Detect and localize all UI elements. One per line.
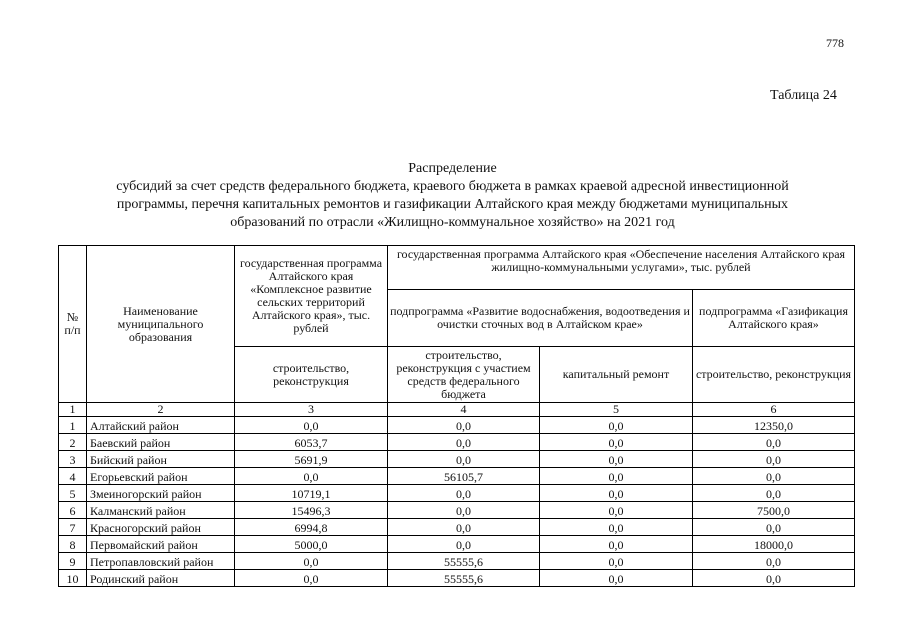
table-row [59,502,855,519]
row-number: 3 [59,451,87,468]
municipality-name: Алтайский район [87,417,235,434]
table-row [59,417,855,434]
municipality-name: Первомайский район [87,536,235,553]
municipality-name: Бийский район [87,451,235,468]
municipality-name: Змеиногорский район [87,485,235,502]
value-col5: 0,0 [540,434,693,451]
header-col6-construction: строительство, реконструкция [693,347,855,403]
value-col5: 0,0 [540,502,693,519]
municipality-name: Егорьевский район [87,468,235,485]
value-col3: 0,0 [235,468,388,485]
value-col3: 0,0 [235,553,388,570]
value-col4: 56105,7 [388,468,540,485]
row-number: 8 [59,536,87,553]
header-rural-program: государственная программа Алтайского края «Комплексное развитие сельских территорий Алтайского края», тыс. рублей [235,246,388,347]
value-col3: 5691,9 [235,451,388,468]
row-number: 9 [59,553,87,570]
value-col3: 5000,0 [235,536,388,553]
column-number: 5 [540,403,693,417]
value-col5: 0,0 [540,570,693,587]
value-col4: 0,0 [388,485,540,502]
header-housing-program: государственная программа Алтайского края «Обеспечение населения Алтайского края жилищно-коммунальными услугами», тыс. рублей [388,246,855,290]
table-row [59,553,855,570]
column-number: 2 [87,403,235,417]
column-number-row [59,403,855,417]
value-col4: 0,0 [388,502,540,519]
subsidy-distribution-table [58,245,855,587]
header-municipality: Наименование муниципального образования [87,246,235,403]
column-number: 4 [388,403,540,417]
document-subtitle-line-1: субсидий за счет средств федерального бюджета, краевого бюджета в рамках краевой адресной инвестиционной [116,179,789,194]
municipality-name: Родинский район [87,570,235,587]
header-col5-capital-repair: капитальный ремонт [540,347,693,403]
value-col3: 6994,8 [235,519,388,536]
table-body [59,417,855,587]
header-col3-construction: строительство, реконструкция [235,347,388,403]
table-row [59,434,855,451]
value-col4: 0,0 [388,434,540,451]
value-col5: 0,0 [540,417,693,434]
header-col4-federal-construction: строительство, реконструкция с участием средств федерального бюджета [388,347,540,403]
value-col4: 0,0 [388,417,540,434]
value-col5: 0,0 [540,451,693,468]
row-number: 7 [59,519,87,536]
value-col3: 10719,1 [235,485,388,502]
row-number: 10 [59,570,87,587]
value-col6: 0,0 [693,468,855,485]
value-col6: 0,0 [693,553,855,570]
column-number: 1 [59,403,87,417]
value-col5: 0,0 [540,519,693,536]
value-col5: 0,0 [540,553,693,570]
row-number: 6 [59,502,87,519]
document-subtitle-line-3: образований по отрасли «Жилищно-коммунальное хозяйство» на 2021 год [230,215,675,230]
value-col6: 0,0 [693,451,855,468]
value-col3: 15496,3 [235,502,388,519]
value-col6: 7500,0 [693,502,855,519]
value-col4: 0,0 [388,519,540,536]
row-number: 5 [59,485,87,502]
value-col3: 6053,7 [235,434,388,451]
value-col4: 55555,6 [388,570,540,587]
row-number: 2 [59,434,87,451]
header-gas-subprogram: подпрограмма «Газификация Алтайского края» [693,290,855,347]
municipality-name: Петропавловский район [87,553,235,570]
table-row [59,468,855,485]
value-col3: 0,0 [235,417,388,434]
table-row [59,536,855,553]
value-col6: 0,0 [693,434,855,451]
value-col6: 12350,0 [693,417,855,434]
value-col6: 0,0 [693,485,855,502]
table-row [59,570,855,587]
value-col4: 55555,6 [388,553,540,570]
table-row [59,519,855,536]
value-col5: 0,0 [540,468,693,485]
table-row [59,485,855,502]
header-number: № п/п [59,246,87,403]
value-col5: 0,0 [540,536,693,553]
column-number: 6 [693,403,855,417]
table-header [59,246,855,417]
value-col4: 0,0 [388,536,540,553]
row-number: 1 [59,417,87,434]
value-col6: 0,0 [693,519,855,536]
document-subtitle-line-2: программы, перечня капитальных ремонтов и газификации Алтайского края между бюджетами муниципальных [116,197,789,212]
page-number: 778 [826,36,844,50]
municipality-name: Баевский район [87,434,235,451]
value-col6: 0,0 [693,570,855,587]
value-col6: 18000,0 [693,536,855,553]
municipality-name: Калманский район [87,502,235,519]
header-water-subprogram: подпрограмма «Развитие водоснабжения, водоотведения и очистки сточных вод в Алтайском крае» [388,290,693,347]
municipality-name: Красногорский район [87,519,235,536]
table-label: Таблица 24 [770,88,837,103]
table-row [59,451,855,468]
document-title: Распределение [408,161,497,176]
value-col5: 0,0 [540,485,693,502]
value-col4: 0,0 [388,451,540,468]
column-number: 3 [235,403,388,417]
value-col3: 0,0 [235,570,388,587]
row-number: 4 [59,468,87,485]
